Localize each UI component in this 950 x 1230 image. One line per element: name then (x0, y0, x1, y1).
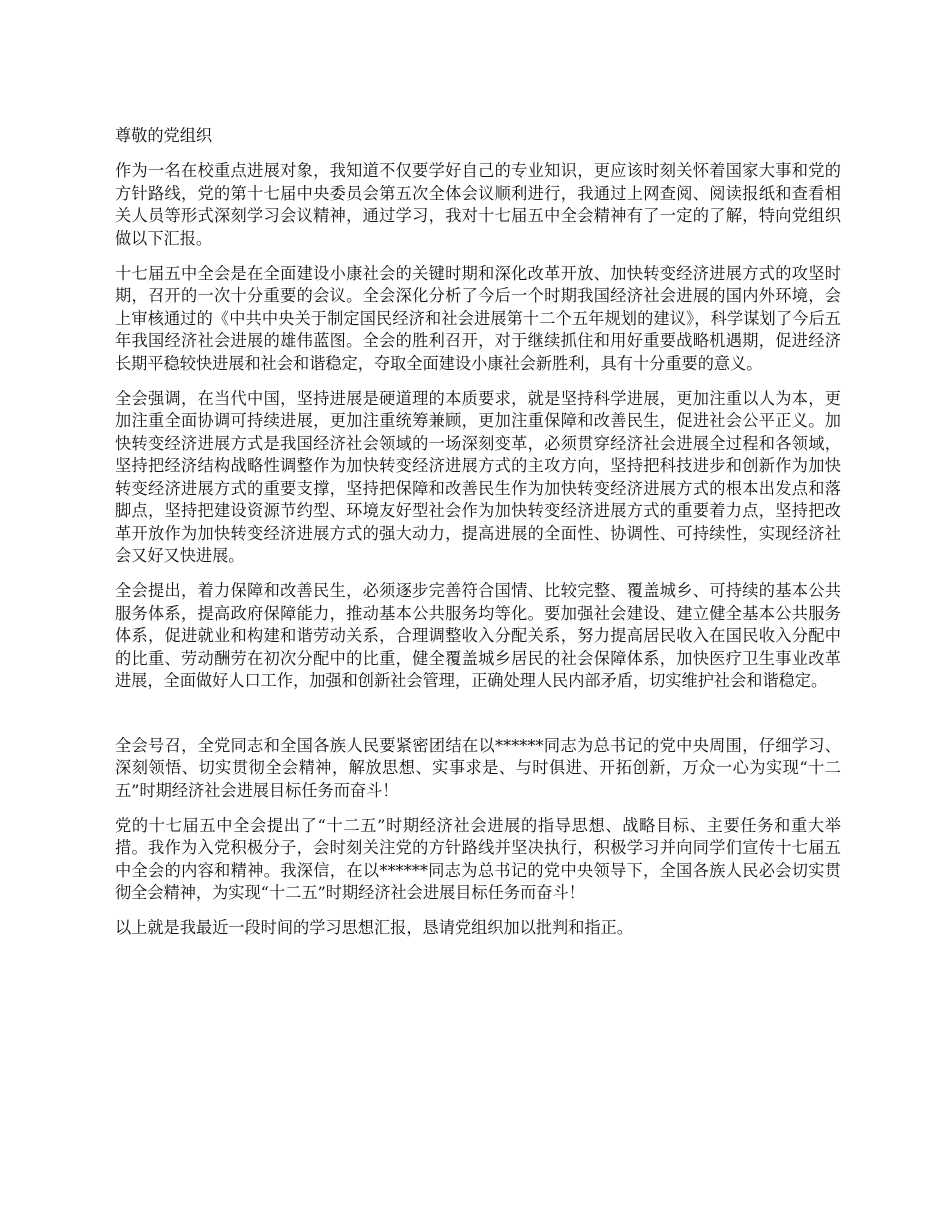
paragraph-intro: 作为一名在校重点进展对象，我知道不仅要学好自己的专业知识，更应该时刻关怀着国家大事和党的方针路线，党的第十七届中央委员会第五次全体会议顺利进行，我通过上网查阅、阅读报纸和查看相关人员等形式深刻学习会议精神，通过学习，我对十七届五中全会精神有了一定的了解，特向党组织做以下汇报。 (115, 161, 841, 248)
paragraph-commitment: 党的十七届五中全会提出了“十二五”时期经济社会进展的指导思想、战略目标、主要任务和重大举措。我作为入党积极分子，会时刻关注党的方针路线并坚决执行，积极学习并向同学们宣传十七届五中全会的内容和精神。我深信，在以******同志为总书记的党中央领导下，全国各族人民必会切实贯彻全会精神，为实现“十二五”时期经济社会进展目标任务而奋斗！ (115, 815, 841, 902)
document-page (115, 125, 841, 952)
paragraph-plenum-emphasis: 全会强调，在当代中国，坚持进展是硬道理的本质要求，就是坚持科学进展，更加注重以人为本，更加注重全面协调可持续进展，更加注重统筹兼顾，更加注重保障和改善民生，促进社会公平正义。加快转变经济进展方式是我国经济社会领域的一场深刻变革，必须贯穿经济社会进展全过程和各领域，坚持把经济结构战略性调整作为加快转变经济进展方式的主攻方向，坚持把科技进步和创新作为加快转变经济进展方式的重要支撑，坚持把保障和改善民生作为加快转变经济进展方式的根本出发点和落脚点，坚持把建设资源节约型、环境友好型社会作为加快转变经济进展方式的重要着力点，坚持把改革开放作为加快转变经济进展方式的强大动力，提高进展的全面性、协调性、可持续性，实现经济社会又好又快进展。 (115, 388, 841, 565)
paragraph-plenum-significance: 十七届五中全会是在全面建设小康社会的关键时期和深化改革开放、加快转变经济进展方式的攻坚时期，召开的一次十分重要的会议。全会深化分析了今后一个时期我国经济社会进展的国内外环境，会上审核通过的《中共中央关于制定国民经济和社会进展第十二个五年规划的建议》，科学谋划了今后五年我国经济社会进展的雄伟蓝图。全会的胜利召开，对于继续抓住和用好重要战略机遇期，促进经济长期平稳较快进展和社会和谐稳定，夺取全面建设小康社会新胜利，具有十分重要的意义。 (115, 263, 841, 373)
paragraph-call: 全会号召，全党同志和全国各族人民要紧密团结在以******同志为总书记的党中央周围，仔细学习、深刻领悟、切实贯彻全会精神，解放思想、实事求是、与时俱进、开拓创新，万众一心为实现“十二五”时期经济社会进展目标任务而奋斗！ (115, 735, 841, 800)
paragraph-livelihood: 全会提出，着力保障和改善民生，必须逐步完善符合国情、比较完整、覆盖城乡、可持续的基本公共服务体系，提高政府保障能力，推动基本公共服务均等化。要加强社会建设、建立健全基本公共服务体系，促进就业和构建和谐劳动关系，合理调整收入分配关系，努力提高居民收入在国民收入分配中的比重、劳动酬劳在初次分配中的比重，健全覆盖城乡居民的社会保障体系，加快医疗卫生事业改革进展，全面做好人口工作，加强和创新社会管理，正确处理人民内部矛盾，切实维护社会和谐稳定。 (115, 581, 841, 690)
paragraph-closing: 以上就是我最近一段时间的学习思想汇报，恳请党组织加以批判和指正。 (115, 918, 633, 937)
salutation: 尊敬的党组织 (115, 126, 213, 145)
